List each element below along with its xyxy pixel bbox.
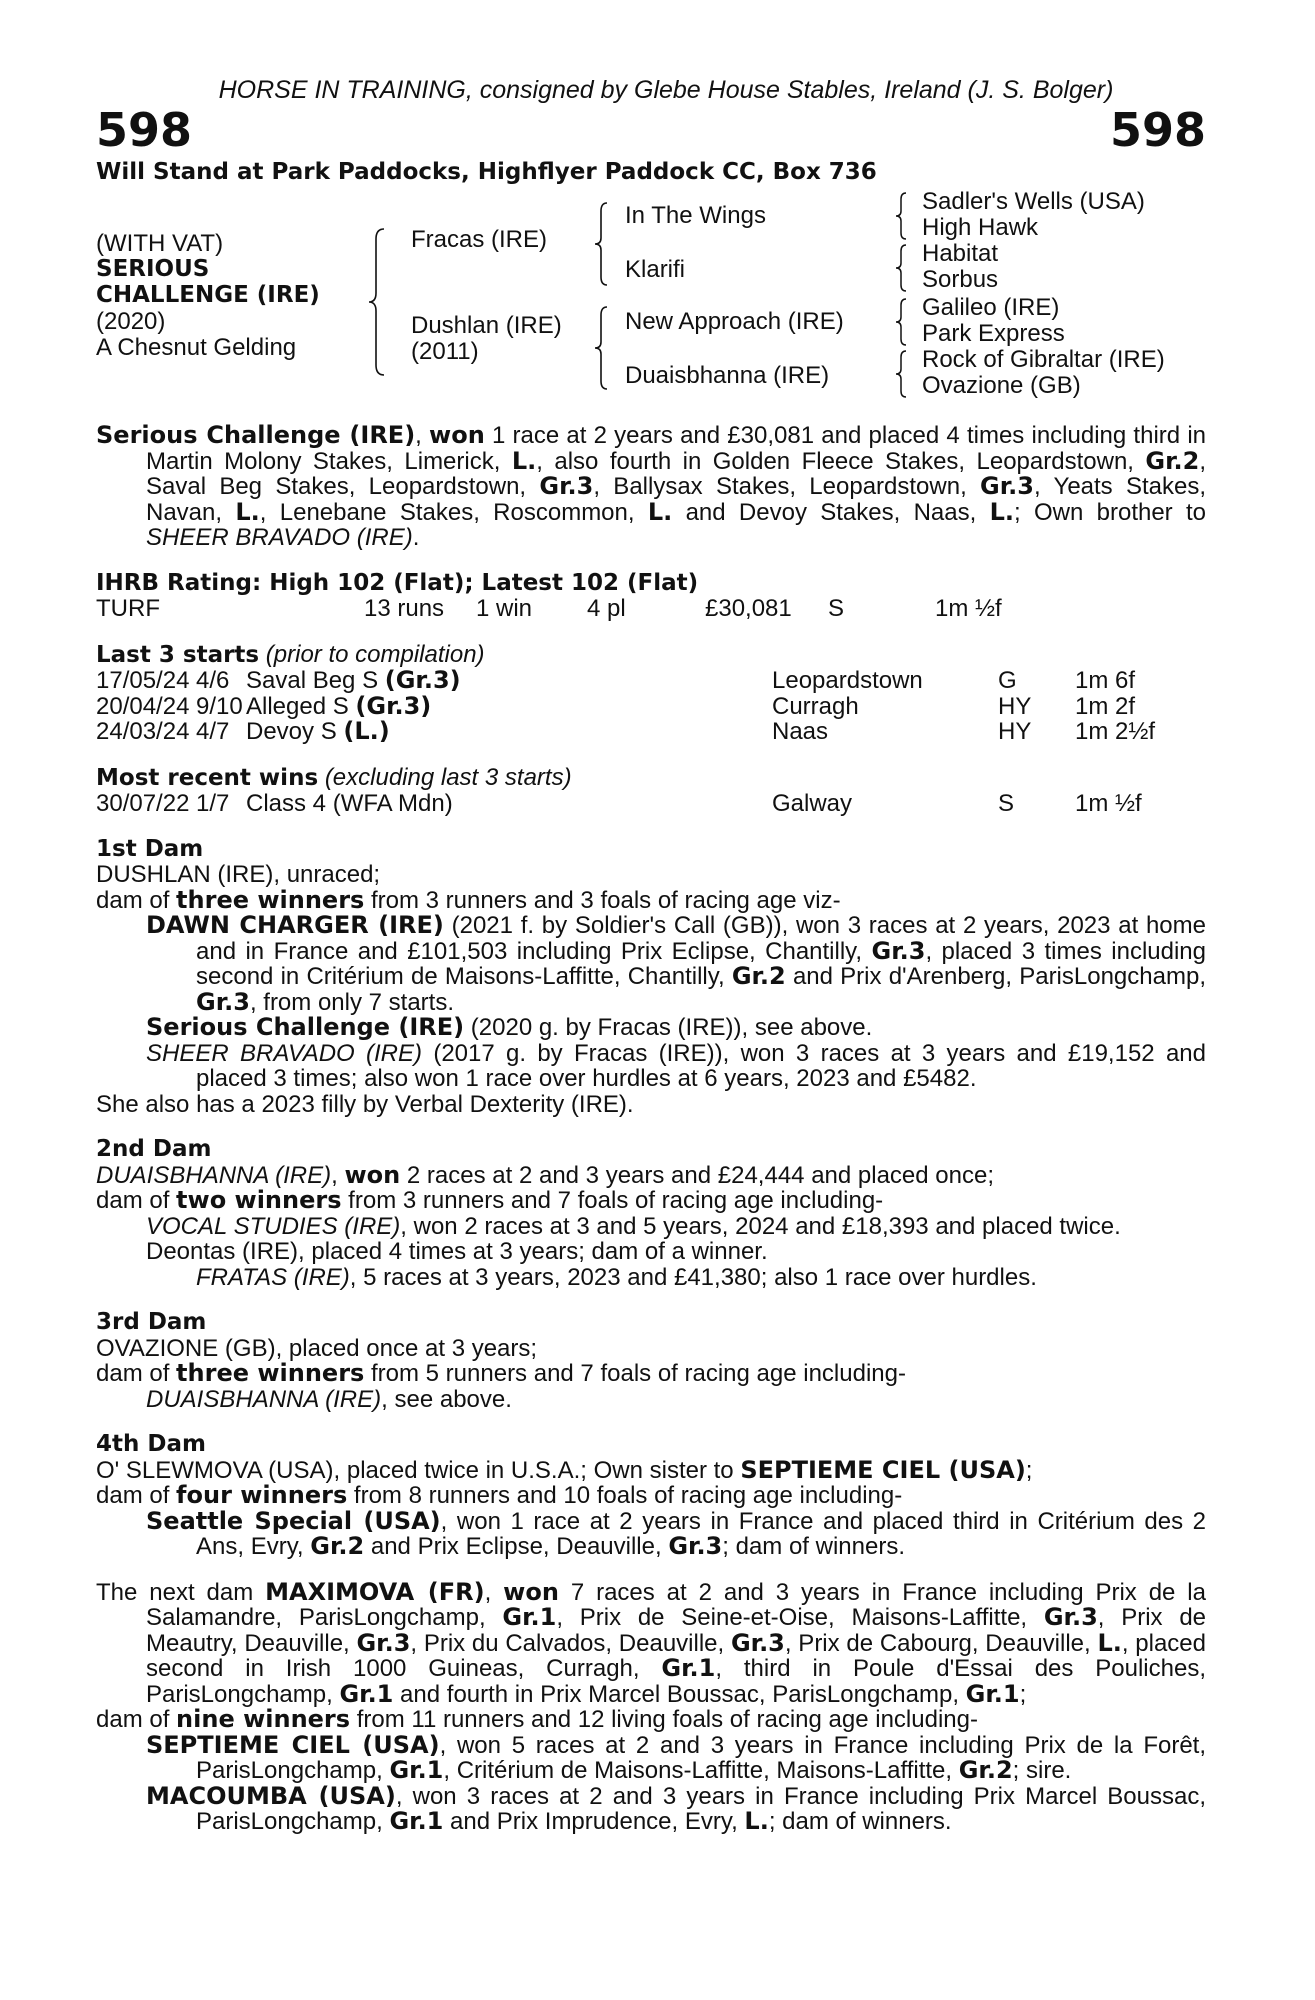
dam-text: , Prix de Meautry, Deauville, <box>146 1604 1207 1657</box>
summary-text: ; Own brother to <box>1014 498 1206 526</box>
dam-text: , Prix de Seine-et-Oise, Maisons-Laffitte, <box>556 1604 1044 1631</box>
grade-label: L. <box>744 1807 769 1835</box>
produce-entry <box>96 1730 1207 1784</box>
cell-race-text: Devoy S <box>246 718 344 745</box>
dam: Dushlan (IRE) <box>411 312 562 339</box>
cell-date-text: 20/04/24 <box>96 692 190 720</box>
produce-text: and Prix Eclipse, Deauville, <box>364 1533 669 1560</box>
vat-note: (WITH VAT) <box>96 230 224 257</box>
fourth-dam-line <box>96 1455 1206 1484</box>
next-dam-section <box>96 1577 1207 1835</box>
produce-name: DUAISBHANNA (IRE) <box>146 1385 382 1413</box>
brace-ds <box>894 297 908 347</box>
sdd: Sorbus <box>922 266 999 293</box>
brace-sd <box>894 243 908 293</box>
cell-race-text: Class 4 (WFA Mdn) <box>246 790 453 817</box>
cell-course <box>772 694 998 720</box>
second-dam-section <box>96 1137 1206 1290</box>
cell-distance-text: 1m 2f <box>1075 692 1136 720</box>
summary-text: . <box>412 524 420 551</box>
produce-name: Seattle Special (USA) <box>146 1506 441 1535</box>
foaling-year: (2020) <box>96 308 166 335</box>
produce-entry <box>96 1015 1206 1041</box>
cell-course <box>772 791 998 817</box>
cell-going-text: S <box>998 790 1015 817</box>
produce-entry <box>96 1265 1206 1291</box>
dds: Rock of Gibraltar (IRE) <box>922 346 1165 373</box>
dam-of-text: dam of <box>96 1706 177 1733</box>
cell-course-text: Leopardstown <box>772 667 923 694</box>
sister-name: SEPTIEME CIEL (USA) <box>740 1455 1026 1484</box>
produce-text: and Prix Imprudence, Evry, <box>443 1808 745 1835</box>
last-starts-heading: Last 3 starts <box>96 641 260 668</box>
consignor-header: HORSE IN TRAINING, consigned by Glebe House Stables, Ireland (J. S. Bolger) <box>218 76 1114 104</box>
fourth-dam-produce-line <box>96 1483 1206 1509</box>
horse-description: A Chesnut Gelding <box>96 334 297 361</box>
sire-dam: Klarifi <box>625 256 686 283</box>
table-row <box>96 791 1142 817</box>
dam-of-text: dam of <box>96 886 177 914</box>
cell-distance-text: 1m 2½f <box>1075 718 1156 745</box>
cell-course-text: Galway <box>772 790 853 817</box>
produce-entry <box>96 1506 1207 1560</box>
dam-text: 7 races at 2 and 3 years in France including Prix de la Salamandre, ParisLongchamp, <box>146 1578 1206 1631</box>
cell-position <box>196 719 246 745</box>
cell-date <box>96 791 196 817</box>
produce-text: , placed 3 times including second in Critérium de Maisons-Laffitte, Chantilly, <box>196 937 1207 990</box>
rating-table <box>96 596 1002 622</box>
produce-text: and Prix d'Arenberg, ParisLongchamp, <box>785 963 1206 990</box>
brace-dam <box>593 305 609 391</box>
dam-name: DUAISBHANNA (IRE) <box>96 1161 332 1189</box>
dam-text: , third in Poule d'Essai des Pouliches, ParisLongchamp, <box>146 1655 1206 1708</box>
cell-position-text: 1/7 <box>196 790 230 817</box>
produce-name: DAWN CHARGER (IRE) <box>146 911 444 939</box>
catalogue-page <box>96 78 1206 1835</box>
dam-text: The next dam <box>96 1578 266 1606</box>
rating-section <box>96 571 1206 622</box>
dam-text: O' SLEWMOVA (USA), placed twice in U.S.A.; Own sister to <box>96 1456 741 1484</box>
grade-label: L. <box>647 497 673 526</box>
produce-entry <box>96 913 1206 1015</box>
produce-text: ; dam of winners. <box>768 1808 952 1835</box>
grade-label: Gr.2 <box>310 1532 365 1560</box>
horse-name: Serious Challenge (IRE) <box>96 421 416 449</box>
pedigree-chart <box>96 187 1206 417</box>
dam-of-text: dam of <box>96 1482 177 1509</box>
cell-date-text: 30/07/22 <box>96 790 190 817</box>
won-label: won <box>503 1577 559 1606</box>
fourth-dam-heading: 4th Dam <box>96 1431 206 1457</box>
brace-dd <box>894 349 908 399</box>
last-starts-section <box>96 642 1206 745</box>
cell-going-text: G <box>998 667 1017 694</box>
cell-distance <box>1075 694 1155 720</box>
cell-going <box>998 719 1075 745</box>
grade-label: (Gr.3) <box>384 666 461 694</box>
recent-wins-table <box>96 791 1142 817</box>
cell-date <box>96 668 196 694</box>
cell-distance <box>1075 791 1142 817</box>
cell-race <box>246 668 772 694</box>
grade-label: Gr.1 <box>965 1679 1020 1708</box>
grade-label: Gr.1 <box>389 1756 444 1784</box>
sds: Habitat <box>922 240 999 267</box>
cell-distance-text: 1m 6f <box>1075 667 1136 694</box>
next-dam-produce-line <box>96 1707 1206 1733</box>
first-dam-section <box>96 837 1206 1118</box>
rating-surface: TURF <box>96 595 160 622</box>
winners-count: four winners <box>176 1481 348 1509</box>
grade-label: (L.) <box>343 717 390 745</box>
brother-name: SHEER BRAVADO (IRE) <box>146 524 413 551</box>
third-dam-heading: 3rd Dam <box>96 1309 207 1335</box>
third-dam-line: OVAZIONE (GB), placed once at 3 years; <box>96 1334 538 1362</box>
produce-text: , won 2 races at 3 and 5 years, 2024 and £18,393 and placed twice. <box>400 1212 1121 1240</box>
dam-sire: New Approach (IRE) <box>625 308 844 335</box>
dam-year: (2011) <box>411 338 479 365</box>
grade-label: Gr.3 <box>539 472 594 500</box>
recent-wins-section <box>96 765 1206 817</box>
cell-course-text: Curragh <box>772 692 859 720</box>
produce-name: FRATAS (IRE) <box>196 1263 350 1291</box>
cell-going <box>998 791 1075 817</box>
produce-text: , see above. <box>381 1385 512 1413</box>
rating-wins: 1 win <box>476 595 533 622</box>
rating-runs: 13 runs <box>364 595 445 622</box>
summary-text: , Yeats Stakes, Navan, <box>146 473 1207 526</box>
produce-name: MACOUMBA (USA) <box>146 1781 396 1810</box>
dam-of-text: from 3 runners and 7 foals of racing age including- <box>341 1187 884 1214</box>
brace-sire <box>593 201 609 287</box>
grade-label: L. <box>511 446 537 475</box>
grade-label: L. <box>1097 1628 1122 1657</box>
dam-text: , placed second in Irish 1000 Guineas, Curragh, <box>146 1629 1206 1682</box>
table-row <box>96 596 1002 622</box>
dam-dam: Duaisbhanna (IRE) <box>625 362 830 389</box>
grade-label: Gr.3 <box>196 987 250 1016</box>
cell-position-text: 9/10 <box>196 692 243 720</box>
produce-entry <box>96 1214 1206 1240</box>
cell-distance <box>1075 719 1155 745</box>
grade-label: Gr.1 <box>389 1807 444 1835</box>
summary-text: , also fourth in Golden Fleece Stakes, Leopardstown, <box>536 447 1146 475</box>
fourth-dam-section <box>96 1432 1206 1560</box>
brace-main <box>366 227 386 377</box>
grade-label: L. <box>989 497 1015 526</box>
produce-text: , Critérium de Maisons-Laffitte, Maisons-Laffitte, <box>443 1757 959 1784</box>
second-dam-produce-line <box>96 1188 1206 1214</box>
dam-of-text: from 3 runners and 3 foals of racing age viz- <box>364 886 841 914</box>
dam-of-text: from 8 runners and 10 foals of racing age including- <box>347 1482 903 1509</box>
last-starts-note: (prior to compilation) <box>265 640 485 668</box>
cell-distance-text: 1m ½f <box>1075 790 1142 817</box>
recent-wins-note: (excluding last 3 starts) <box>324 763 572 791</box>
cell-date-text: 24/03/24 <box>96 718 190 745</box>
produce-text: , won 3 races at 2 and 3 years in France including Prix Marcel Boussac, ParisLongchamp, <box>196 1782 1206 1835</box>
grade-label: (Gr.3) <box>355 691 432 720</box>
cell-date <box>96 694 196 720</box>
race-record-summary: Serious Challenge (IRE), won 1 race at 2 years and £30,081 and placed 4 times including third in Martin Molony Stakes, Limerick, L., also fourth in Golden Fleece Stakes, Leopardstown, Gr.2, Saval Beg Stakes, Leopardstown, Gr.3, Ballysax Stakes, Leopardstown, Gr.3, Yeats Stakes, Navan, L., Lenebane Stakes, Roscommon, L. and Devoy Stakes, Naas, L.; Own brother to SHEER BRAVADO (IRE). <box>96 421 1207 551</box>
grade-label: Gr.3 <box>980 472 1034 500</box>
grade-label: Gr.2 <box>958 1756 1013 1784</box>
first-dam-produce-line <box>96 885 1206 914</box>
dam-text: and fourth in Prix Marcel Boussac, ParisLongchamp, <box>393 1680 966 1708</box>
dam-text: , Prix de Cabourg, Deauville, <box>784 1629 1098 1657</box>
cell-going-text: HY <box>998 718 1032 745</box>
rating-distance: 1m ½f <box>935 595 1002 622</box>
winners-count: three winners <box>176 885 365 914</box>
grade-label: Gr.1 <box>339 1679 394 1708</box>
summary-text: , Ballysax Stakes, Leopardstown, <box>593 473 981 500</box>
sss: Sadler's Wells (USA) <box>922 188 1145 215</box>
produce-text: ; sire. <box>1012 1757 1072 1784</box>
last-starts-table <box>96 668 1155 745</box>
produce-entry <box>96 1387 1206 1413</box>
dsd: Park Express <box>922 320 1065 347</box>
won-label: won <box>344 1160 401 1189</box>
horse-name-line1: SERIOUS <box>96 256 210 282</box>
dam-of-text: from 5 runners and 7 foals of racing age including- <box>364 1360 906 1387</box>
next-dam-record <box>96 1577 1207 1708</box>
cell-course <box>772 719 998 745</box>
cell-position-text: 4/7 <box>196 718 230 745</box>
sire-sire: In The Wings <box>625 202 766 229</box>
produce-text: (2021 f. by Soldier's Call (GB)), won 3 races at 2 years, 2023 at home and in France and £101,503 including Prix Eclipse, Chantilly, <box>196 912 1206 965</box>
third-dam-produce-line <box>96 1361 1206 1387</box>
table-row <box>96 668 1155 694</box>
dam-name: MAXIMOVA (FR) <box>265 1577 485 1606</box>
cell-race-text: Saval Beg S <box>246 667 385 694</box>
lot-number-left: 598 <box>96 102 193 157</box>
table-row <box>96 719 1155 745</box>
produce-name: SEPTIEME CIEL (USA) <box>146 1730 440 1759</box>
grade-label: Gr.1 <box>661 1654 716 1682</box>
grade-label: Gr.3 <box>1043 1603 1098 1631</box>
second-dam-heading: 2nd Dam <box>96 1136 212 1162</box>
grade-label: L. <box>235 497 260 526</box>
rating-placed: 4 pl <box>587 595 626 622</box>
summary-text: 1 race at 2 years and £30,081 and placed 4 times including third in Martin Molony Stakes, Limerick, <box>146 422 1206 475</box>
grade-label: Gr.3 <box>356 1628 411 1657</box>
brace-ss <box>894 191 908 241</box>
cell-going-text: HY <box>998 692 1032 720</box>
dam-text: , Prix du Calvados, Deauville, <box>410 1629 731 1657</box>
grade-label: Gr.3 <box>730 1628 785 1657</box>
cell-distance <box>1075 668 1155 694</box>
dam-text: ; <box>1025 1456 1033 1484</box>
dss: Galileo (IRE) <box>922 294 1060 321</box>
grade-label: Gr.2 <box>1145 446 1200 475</box>
rating-going: S <box>828 595 845 622</box>
produce-text: , won 5 races at 2 and 3 years in France including Prix de la Forêt, ParisLongchamp, <box>196 1731 1207 1784</box>
cell-going <box>998 694 1075 720</box>
produce-text: (2017 g. by Fracas (IRE)), won 3 races at 3 years and £19,152 and placed 3 times; also won 1 race over hurdles at 6 years, 2023 and £5482. <box>196 1039 1206 1092</box>
cell-position-text: 4/6 <box>196 667 230 694</box>
dam-text: , <box>484 1578 504 1606</box>
produce-text: , won 1 race at 2 years in France and placed third in Critérium des 2 Ans, Evry, <box>196 1507 1207 1560</box>
cell-position <box>196 694 246 720</box>
lot-number-row <box>96 102 1206 157</box>
first-dam-footer: She also has a 2023 filly by Verbal Dexterity (IRE). <box>96 1090 634 1118</box>
summary-text: , Lenebane Stakes, Roscommon, <box>259 498 648 526</box>
cell-position <box>196 668 246 694</box>
produce-name: Serious Challenge (IRE) <box>146 1013 465 1041</box>
produce-name: VOCAL STUDIES (IRE) <box>146 1212 401 1240</box>
winners-count: nine winners <box>176 1705 351 1733</box>
produce-name: SHEER BRAVADO (IRE) <box>146 1039 423 1067</box>
cell-race <box>246 719 772 745</box>
grade-label: Gr.1 <box>502 1603 557 1631</box>
produce-text: , from only 7 starts. <box>249 988 454 1016</box>
produce-entry <box>96 1781 1206 1835</box>
cell-race-text: Alleged S <box>246 692 356 720</box>
ssd: High Hawk <box>922 214 1039 241</box>
winners-count: three winners <box>176 1359 365 1387</box>
cell-date-text: 17/05/24 <box>96 667 190 694</box>
horse-name-line2: CHALLENGE (IRE) <box>96 282 320 308</box>
first-dam-line: DUSHLAN (IRE), unraced; <box>96 861 381 888</box>
cell-race <box>246 791 772 817</box>
produce-text: ; dam of winners. <box>722 1533 906 1560</box>
produce-text: , 5 races at 3 years, 2023 and £41,380; also 1 race over hurdles. <box>349 1263 1037 1291</box>
produce-entry <box>96 1041 1206 1092</box>
summary-text: , Saval Beg Stakes, Leopardstown, <box>146 447 1206 500</box>
table-row <box>96 694 1155 720</box>
grade-label: Gr.3 <box>871 936 926 965</box>
rating-earnings: £30,081 <box>705 595 792 622</box>
grade-label: Gr.2 <box>731 962 786 990</box>
stabling-location: Will Stand at Park Paddocks, Highflyer Paddock CC, Box 736 <box>96 158 877 185</box>
won-label: won <box>429 421 485 449</box>
cell-going <box>998 668 1075 694</box>
dam-of-text: from 11 runners and 12 living foals of racing age including- <box>350 1706 978 1733</box>
ddd: Ovazione (GB) <box>922 372 1081 399</box>
dam-of-text: dam of <box>96 1187 177 1214</box>
cell-course <box>772 668 998 694</box>
winners-count: two winners <box>176 1186 342 1214</box>
summary-text: and Devoy Stakes, Naas, <box>672 498 990 526</box>
second-dam-line: DUAISBHANNA (IRE), won 2 races at 2 and 3 years and £24,444 and placed once; <box>96 1160 994 1189</box>
dam-of-text: dam of <box>96 1360 177 1387</box>
cell-date <box>96 719 196 745</box>
cell-course-text: Naas <box>772 718 829 745</box>
cell-position <box>196 791 246 817</box>
first-dam-heading: 1st Dam <box>96 835 204 862</box>
third-dam-section <box>96 1310 1206 1412</box>
rating-heading: IHRB Rating: High 102 (Flat); Latest 102 (Flat) <box>96 569 699 596</box>
lot-number-right: 598 <box>1109 102 1206 157</box>
sire: Fracas (IRE) <box>411 226 548 253</box>
produce-entry: Deontas (IRE), placed 4 times at 3 years; dam of a winner. <box>146 1238 768 1265</box>
grade-label: Gr.3 <box>668 1532 723 1560</box>
produce-text: (2020 g. by Fracas (IRE)), see above. <box>464 1014 873 1041</box>
cell-race <box>246 691 772 720</box>
recent-wins-heading: Most recent wins <box>96 764 319 791</box>
dam-text: ; <box>1019 1680 1027 1708</box>
dam-text: 2 races at 2 and 3 years and £24,444 and placed once; <box>400 1161 994 1189</box>
